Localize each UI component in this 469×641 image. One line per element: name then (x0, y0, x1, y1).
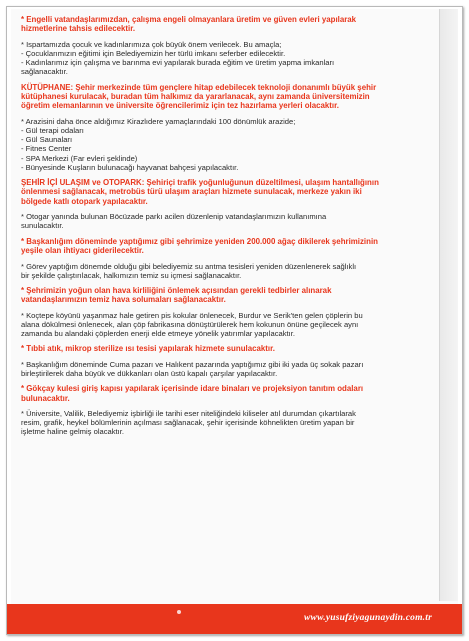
paragraph-line: - SPA Merkezi (Far evleri şeklinde) (21, 153, 138, 163)
paragraph-line: * Tıbbi atık, mikrop sterilize ısı tesisi yapılarak hizmete sunulacaktır. (21, 344, 275, 354)
paragraph-line: kütüphanesi kurulacak, buradan tüm halkımız da yararlanacak, aynı zamanda üniversitemizin (21, 92, 370, 102)
highlight-paragraph (21, 15, 441, 34)
paragraph-line: * Başkanlığım döneminde yaptığımız gibi şehrimize yeniden 200.000 ağaç dikilerek şehrimizinin (21, 236, 378, 246)
body-paragraph (21, 360, 441, 378)
paragraph-line: bölgede katlı otopark yapılacaktır. (21, 196, 148, 206)
paragraph-line: * Üniversite, Valilik, Belediyemiz işbirliği ile tarihi eser niteliğindeki kiliseler atıl durumdan çıkartılarak (21, 408, 356, 418)
paragraph-line: öğretim elemanlarının ve üniversite öğrencilerimiz için tez hazırlama yerleri olacaktır. (21, 101, 339, 111)
paragraph-line: sunulacaktır. (21, 221, 64, 231)
highlight-paragraph (21, 286, 441, 305)
paragraph-line: * Engelli vatandaşlarımızdan, çalışma engeli olmayanlara üretim ve güven evleri yapılarak (21, 15, 357, 24)
paragraph-line: - Gül terapi odaları (21, 126, 84, 136)
page-margin-band (439, 9, 458, 601)
paragraph-line: bir şekilde çalıştırılacak, halkımızın temiz su içmesi sağlanacaktır. (21, 270, 242, 280)
document-page (11, 9, 458, 609)
paragraph-line: - Kadınlarımız için çalışma ve barınma evi yapılarak burada eğitim ve üretim yapma imkanları (21, 58, 335, 68)
body-paragraph (21, 262, 441, 280)
paragraph-line: önlenmesi sağlanacak, metrobüs türü ulaşım araçları hizmete sunulacak, merkeze yakın iki (21, 187, 362, 197)
paragraph-line: KÜTÜPHANE: Şehir merkezinde tüm gençlere hitap edebilecek teknoloji donanımlı büyük şehir (21, 82, 377, 92)
highlight-paragraph (21, 344, 441, 353)
paragraph-line: * Koçtepe köyünü yaşanmaz hale getiren pis kokular önlenecek, Burdur ve Serik'ten gelen çöplerin bu (21, 310, 363, 320)
paragraph-line: - Gül Saunaları (21, 135, 73, 145)
paragraph-line: hizmetlerine tahsis edilecektir. (21, 24, 136, 34)
paragraph-line: ŞEHİR İÇİ ULAŞIM ve OTOPARK: Şehiriçi trafik yoğunluğunun düzeltilmesi, ulaşım hantallığının (21, 178, 379, 188)
footer-bar (7, 604, 462, 634)
paragraph-line: * Gökçay kulesi giriş kapısı yapılarak içerisinde idare binaları ve projeksiyon tanıtım odaları (21, 384, 364, 394)
paragraph-line: vatandaşlarımızın temiz hava solumaları sağlanacaktır. (21, 295, 226, 305)
body-paragraph (21, 409, 441, 437)
paragraph-line: * Ispartamızda çocuk ve kadınlarımıza çok büyük önem verilecek. Bu amaçla; (21, 39, 282, 49)
footer-dot (177, 610, 181, 614)
body-paragraph (21, 117, 441, 172)
highlight-paragraph (21, 83, 441, 111)
body-paragraph (21, 311, 441, 339)
scanned-page (6, 6, 463, 635)
paragraph-line: alana dökülmesi önlenecek, alan çöp fabrikasına dönüştürülerek hem kokunun önüne geçilecek aynı (21, 319, 359, 329)
document-body (21, 15, 441, 443)
paragraph-line: - Fitnes Center (21, 144, 72, 154)
paragraph-line: zamanda bu alandaki çöplerden enerji elde etmeye yönelik yatırımlar yapılacaktır. (21, 329, 295, 339)
paragraph-line: bulunacaktır. (21, 393, 70, 403)
paragraph-line: - Çocuklarımızın eğitimi için Belediyemizin her türlü imkanı seferber edilecektir. (21, 49, 286, 59)
paragraph-line: * Arazisini daha önce aldığımız Kirazlıdere yamaçlarındaki 100 dönümlük arazide; (21, 116, 296, 126)
body-paragraph (21, 212, 441, 230)
paragraph-line: * Görev yaptığım dönemde olduğu gibi belediyemiz su antma tesisleri yeniden düzenlenerek sağlıklı (21, 261, 357, 271)
body-paragraph (21, 40, 441, 77)
paragraph-line: sağlanacaktır. (21, 67, 68, 77)
highlight-paragraph (21, 384, 441, 403)
highlight-paragraph (21, 237, 441, 256)
paragraph-line: birleştirilerek daha büyük ve dükkanları olan üstü kapalı çarşılar yapılacaktır. (21, 368, 278, 378)
paragraph-line: resim, grafik, heykel bölümlerinin açılması sağlanacak, şehir içerisinde köhnelikten üretim yapan bir (21, 418, 355, 428)
paragraph-line: * Otogar yanında bulunan Böcüzade parkı acilen düzenlenip vatandaşlarımızın kullanımına (21, 212, 327, 222)
footer-url: www.yusufziyagunaydin.com.tr (304, 613, 432, 623)
paragraph-line: - Bünyesinde Kuşların bulunacağı hayvanat bahçesi yapılacaktır. (21, 162, 239, 172)
paragraph-line: yeşile olan ihtiyacı giderilecektir. (21, 246, 144, 256)
paragraph-line: * Şehrimizin yoğun olan hava kirliliğini önlemek açısından gerekli tedbirler alınarak (21, 285, 332, 295)
highlight-paragraph (21, 178, 441, 206)
paragraph-line: * Başkanlığım döneminde Cuma pazarı ve Halıkent pazarında yaptığımız gibi iki yada üç sokak pazarı (21, 359, 364, 369)
paragraph-line: işletme haline gelmiş olacaktır. (21, 427, 124, 437)
